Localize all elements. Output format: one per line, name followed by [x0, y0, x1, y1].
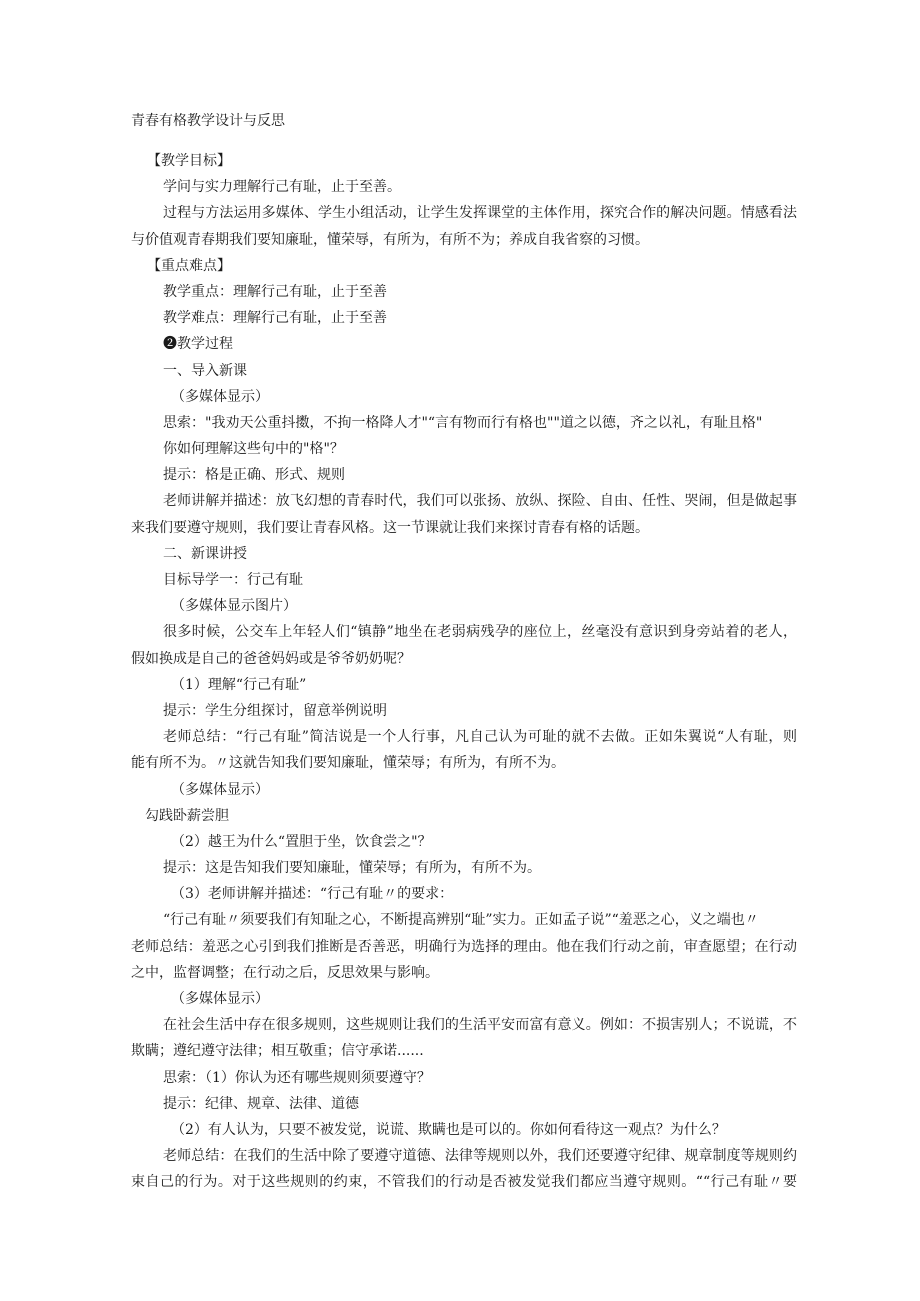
- paragraph-line: 老师总结：在我们的生活中除了要遵守道德、法律等规则以外，我们还要遵守纪律、规章制度等规则约: [163, 1148, 797, 1165]
- section-heading-objectives: 【教学目标】: [147, 153, 231, 169]
- paragraph-line: 能有所不为。〃这就告知我们要知廉耻，懂荣辱；有所为，有所不为。: [131, 755, 565, 772]
- paragraph-line: （多媒体显示）: [171, 781, 269, 798]
- paragraph-line: 提示：纪律、规章、法律、道德: [163, 1095, 359, 1112]
- paragraph-line: 提示：学生分组探讨，留意举例说明: [163, 702, 387, 719]
- subsection-heading: 二、新课讲授: [163, 545, 247, 562]
- paragraph-line: 来我们要遵守规则，我们要让青春风格。这一节课就让我们来探讨青春有格的话题。: [131, 519, 649, 536]
- paragraph-line: （1）理解“行己有耻”: [171, 676, 307, 693]
- paragraph-line: 欺瞒；遵纪遵守法律；相互敬重；信守承诺......: [131, 1043, 424, 1060]
- paragraph-line: 教学难点：理解行己有耻，止于至善: [163, 310, 387, 327]
- document-body: [131, 148, 797, 1196]
- paragraph-line: 与价值观青春期我们要知廉耻，懂荣辱，有所为，有所不为；养成自我省察的习惯。: [131, 231, 649, 248]
- section-heading-key-points: 【重点难点】: [147, 257, 231, 274]
- paragraph-line: （多媒体显示）: [171, 388, 269, 405]
- paragraph-line: 老师讲解并描述：放飞幻想的青春时代，我们可以张扬、放纵、探险、自由、任性、哭闹，但是做起事: [163, 493, 797, 510]
- paragraph-line: 很多时候，公交车上年轻人们“镇静”地坐在老弱病残孕的座位上，丝毫没有意识到身旁站着的老人，: [163, 624, 797, 641]
- paragraph-line: 勾践卧薪尝胆: [145, 807, 229, 824]
- paragraph-line: （2）有人认为，只要不被发觉，说谎、欺瞒也是可以的。你如何看待这一观点？为什么？: [171, 1121, 726, 1138]
- paragraph-line: 提示：这是告知我们要知廉耻，懂荣辱；有所为，有所不为。: [163, 860, 541, 877]
- paragraph-line: 老师总结：羞恶之心引到我们推断是否善恶，明确行为选择的理由。他在我们行动之前，审查愿望；在行动: [131, 938, 797, 955]
- paragraph-line: 在社会生活中存在很多规则，这些规则让我们的生活平安而富有意义。例如：不损害别人；不说谎，不: [163, 1017, 797, 1034]
- section-heading-process: ❷教学过程: [163, 336, 233, 353]
- document-title: 青春有格教学设计与反思: [131, 113, 285, 129]
- subsection-heading: 一、导入新课: [163, 362, 247, 379]
- paragraph-line: （2）越王为什么“置胆于坐，饮食尝之"？: [171, 833, 432, 850]
- paragraph-line: 假如换成是自己的爸爸妈妈或是爷爷奶奶呢？: [131, 650, 411, 667]
- paragraph-line: 学问与实力理解行己有耻，止于至善。: [163, 179, 401, 196]
- paragraph-line: （3）老师讲解并描述：“行己有耻〃的要求：: [171, 886, 454, 903]
- paragraph-line: 老师总结：“行己有耻”简洁说是一个人行事，凡自己认为可耻的就不去做。正如朱翼说“人有耻，则: [163, 729, 797, 746]
- paragraph-line: 你如何理解这些句中的"格"？: [163, 441, 344, 458]
- paragraph-line: 束自己的行为。对于这些规则的约束，不管我们的行动是否被发觉我们都应当遵守规则。““行己有耻〃要: [131, 1174, 797, 1191]
- paragraph-line: 提示：格是正确、形式、规则: [163, 467, 345, 484]
- paragraph-line: 思索：（1）你认为还有哪些规则须要遵守？: [163, 1069, 431, 1086]
- paragraph-line: （多媒体显示图片）: [171, 598, 297, 615]
- paragraph-line: 目标导学一：行己有耻: [163, 572, 303, 588]
- paragraph-line: 思索："我劝天公重抖擞，不拘一格降人才"“言有物而行有格也""道之以德，齐之以礼，有耻且格": [163, 414, 763, 431]
- paragraph-line: 之中，监督调整；在行动之后，反思效果与影响。: [131, 964, 439, 981]
- paragraph-line: 教学重点：理解行己有耻，止于至善: [163, 283, 387, 300]
- paragraph-line: （多媒体显示）: [171, 991, 269, 1007]
- paragraph-line: 过程与方法运用多媒体、学生小组活动，让学生发挥课堂的主体作用，探究合作的解决问题。情感看法: [163, 205, 797, 222]
- paragraph-line: “行己有耻〃须要我们有知耻之心，不断提高辨别“耻”实力。正如孟子说”“羞恶之心，义之端也〃: [163, 912, 759, 929]
